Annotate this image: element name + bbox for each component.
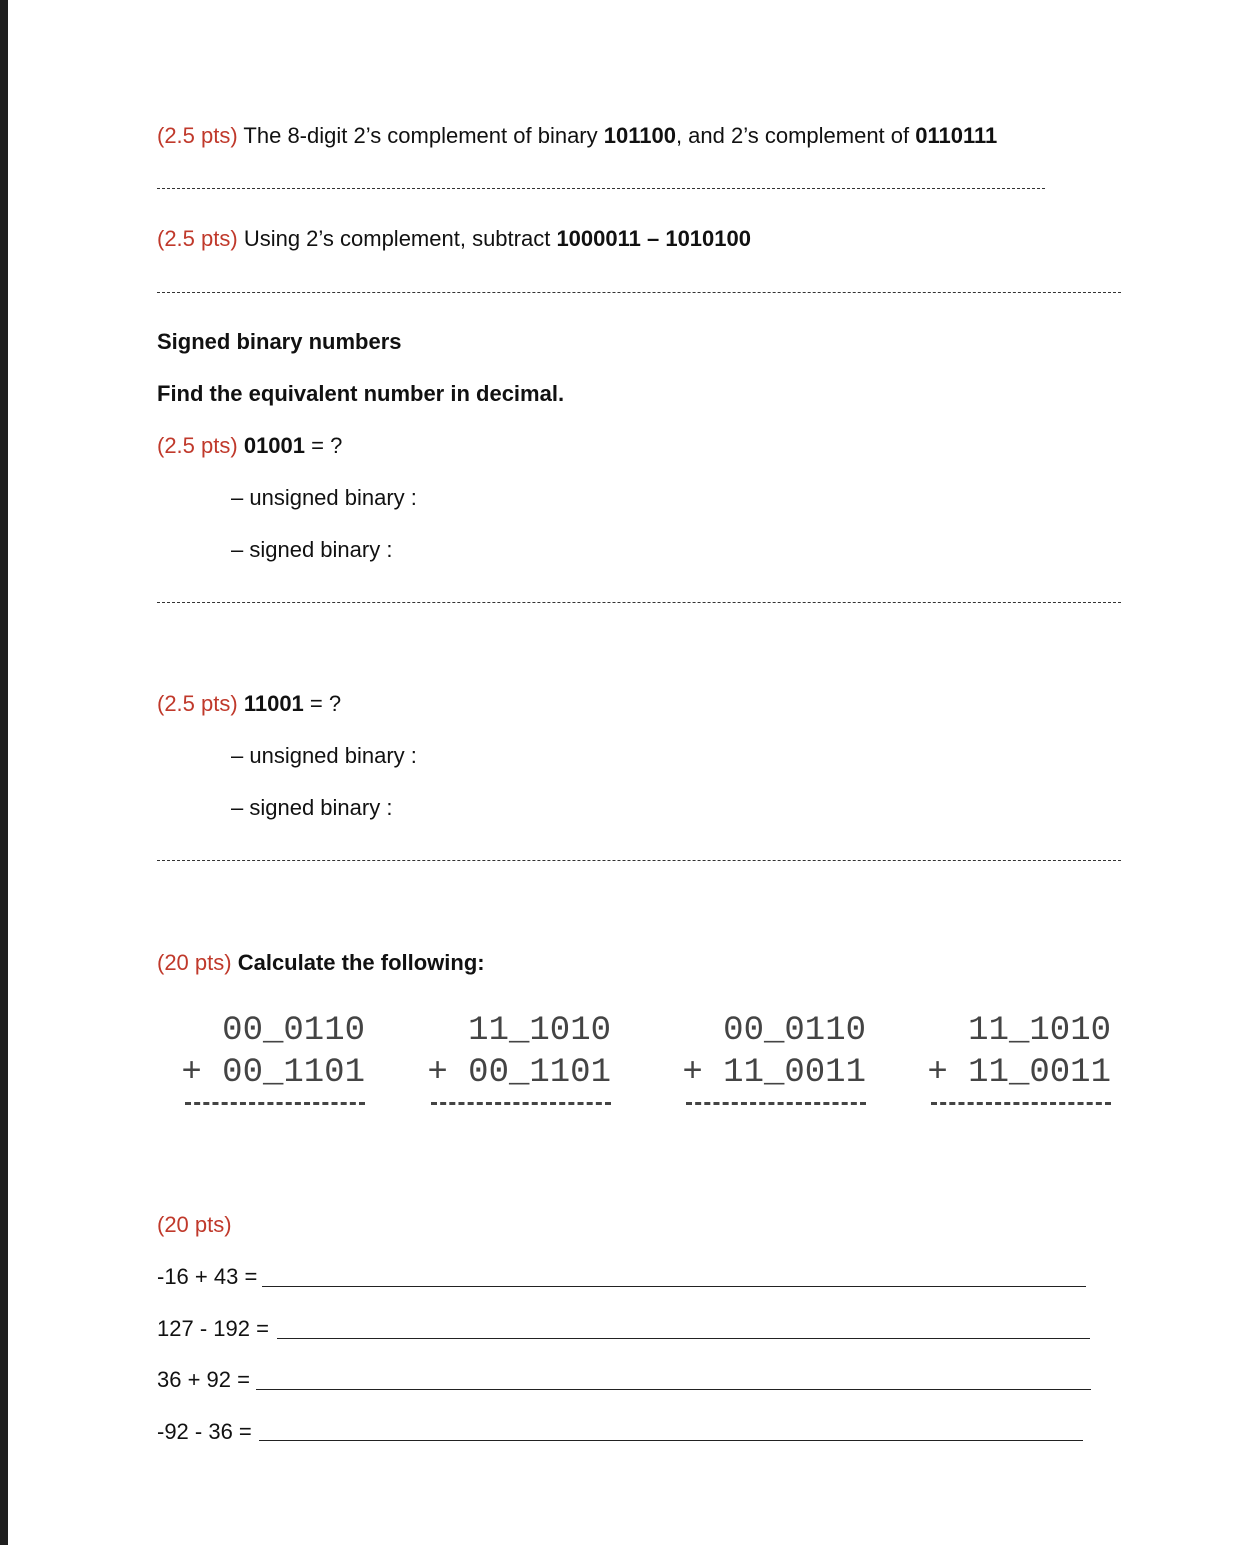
answer-line (431, 1102, 611, 1105)
binary-expression: 1000011 – 1010100 (556, 226, 751, 251)
section-title (157, 328, 402, 356)
question-1 (157, 122, 997, 150)
question-title: Calculate the following: (231, 950, 485, 975)
divider (157, 292, 1121, 293)
question-text: The 8-digit 2’s complement of binary (237, 123, 604, 148)
divider (157, 860, 1121, 861)
addition-problem (165, 1010, 365, 1105)
answer-blank[interactable] (277, 1338, 1090, 1339)
operand-top: 11_1010 (468, 1012, 611, 1050)
signed-label: – signed binary : (231, 795, 393, 820)
addition-problem (911, 1010, 1111, 1105)
points-label: (20 pts) (157, 1212, 232, 1237)
question-6 (157, 1211, 232, 1239)
question-text: , and 2’s complement of (675, 123, 916, 148)
question-2 (157, 225, 751, 253)
question-5 (157, 949, 485, 977)
instruction-text: Find the equivalent number in decimal. (157, 381, 565, 406)
divider (157, 602, 1121, 603)
addition-problem (666, 1010, 866, 1105)
answer-blank[interactable] (259, 1440, 1083, 1441)
instruction (157, 380, 564, 408)
divider (157, 188, 1045, 189)
question-text: Using 2’s complement, subtract (237, 226, 557, 251)
section-title-text: Signed binary numbers (157, 329, 402, 354)
binary-value: 01001 (243, 433, 306, 458)
operand-top: 00_0110 (723, 1012, 866, 1050)
signed-label: – signed binary : (231, 537, 393, 562)
answer-line (686, 1102, 866, 1105)
arith-item: 36 + 92 = (157, 1367, 250, 1392)
question-4 (157, 690, 341, 718)
operand-top: 11_1010 (968, 1012, 1111, 1050)
question-3 (157, 432, 342, 460)
equals-question: = ? (305, 433, 343, 458)
arith-item: 127 - 192 = (157, 1316, 269, 1341)
operand-top: 00_0110 (222, 1012, 365, 1050)
points-label: (2.5 pts) (157, 123, 238, 148)
operand-bottom: + 00_1101 (427, 1054, 611, 1092)
binary-value: 11001 (243, 691, 304, 716)
points-label: (2.5 pts) (157, 226, 238, 251)
binary-value: 0110111 (915, 123, 998, 148)
answer-blank[interactable] (262, 1286, 1086, 1287)
answer-blank[interactable] (256, 1389, 1091, 1390)
operand-bottom: + 11_0011 (682, 1054, 866, 1092)
answer-line (185, 1102, 365, 1105)
addition-problem (411, 1010, 611, 1105)
answer-line (931, 1102, 1111, 1105)
window-edge (0, 0, 8, 1545)
points-label: (2.5 pts) (157, 433, 238, 458)
arith-item: -16 + 43 = (157, 1264, 258, 1289)
operand-bottom: + 00_1101 (181, 1054, 365, 1092)
points-label: (2.5 pts) (157, 691, 238, 716)
points-label: (20 pts) (157, 950, 232, 975)
operand-bottom: + 11_0011 (927, 1054, 1111, 1092)
unsigned-label: – unsigned binary : (231, 743, 417, 768)
equals-question: = ? (303, 691, 342, 716)
arith-item: -92 - 36 = (157, 1419, 252, 1444)
unsigned-label: – unsigned binary : (231, 485, 417, 510)
binary-value: 101100 (603, 123, 676, 148)
